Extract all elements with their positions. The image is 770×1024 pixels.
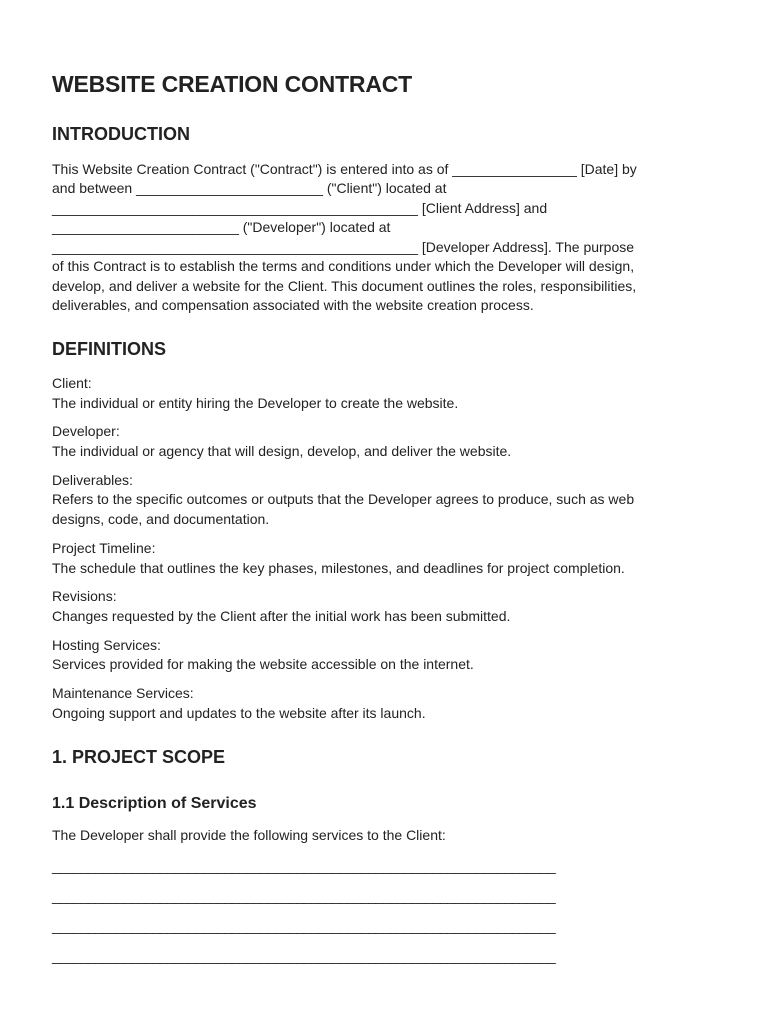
introduction-line: _______________________________________________ [Client Address] and (52, 200, 548, 216)
introduction-line: ________________________ ("Developer") located at (52, 219, 391, 235)
project-scope-heading: 1. PROJECT SCOPE (52, 747, 226, 767)
introduction-line: of this Contract is to establish the terms and conditions under which the Developer will design, (52, 258, 635, 274)
introduction-line: and between ________________________ ("Client") located at (52, 180, 447, 196)
services-fill-line: ______________________________________________________________________ (52, 888, 556, 904)
services-fill-line: ______________________________________________________________________ (52, 918, 556, 934)
definition-term-hosting-services: Hosting Services: (52, 637, 161, 653)
definition-text-hosting-services: Services provided for making the website accessible on the internet. (52, 656, 474, 672)
definition-term-project-timeline: Project Timeline: (52, 540, 156, 556)
document-title: WEBSITE CREATION CONTRACT (52, 71, 413, 97)
introduction-line: This Website Creation Contract ("Contract") is entered into as of ________________ [Date] by (52, 161, 637, 177)
description-of-services-heading: 1.1 Description of Services (52, 795, 257, 812)
definition-term-maintenance-services: Maintenance Services: (52, 685, 194, 701)
definitions-heading: DEFINITIONS (52, 339, 167, 359)
definition-term-deliverables: Deliverables: (52, 472, 133, 488)
definition-text-deliverables: Refers to the specific outcomes or outputs that the Developer agrees to produce, such as web (52, 491, 635, 507)
definition-text-developer: The individual or agency that will design, develop, and deliver the website. (52, 443, 512, 459)
definition-text-project-timeline: The schedule that outlines the key phases, milestones, and deadlines for project completion. (52, 560, 625, 576)
introduction-line: _______________________________________________ [Developer Address]. The purpose (52, 239, 635, 255)
services-fill-line: ______________________________________________________________________ (52, 858, 556, 874)
definition-term-client: Client: (52, 375, 92, 391)
introduction-heading: INTRODUCTION (52, 124, 190, 144)
definition-text-revisions: Changes requested by the Client after the initial work has been submitted. (52, 608, 511, 624)
introduction-line: develop, and deliver a website for the Client. This document outlines the roles, responsibilities, (52, 278, 637, 294)
services-intro: The Developer shall provide the following services to the Client: (52, 827, 446, 843)
definition-text-client: The individual or entity hiring the Developer to create the website. (52, 395, 459, 411)
definition-text-deliverables: designs, code, and documentation. (52, 511, 270, 527)
definition-term-revisions: Revisions: (52, 588, 117, 604)
introduction-line: deliverables, and compensation associated with the website creation process. (52, 297, 534, 313)
services-fill-line: ______________________________________________________________________ (52, 948, 556, 964)
definition-term-developer: Developer: (52, 423, 120, 439)
definition-text-maintenance-services: Ongoing support and updates to the website after its launch. (52, 705, 426, 721)
